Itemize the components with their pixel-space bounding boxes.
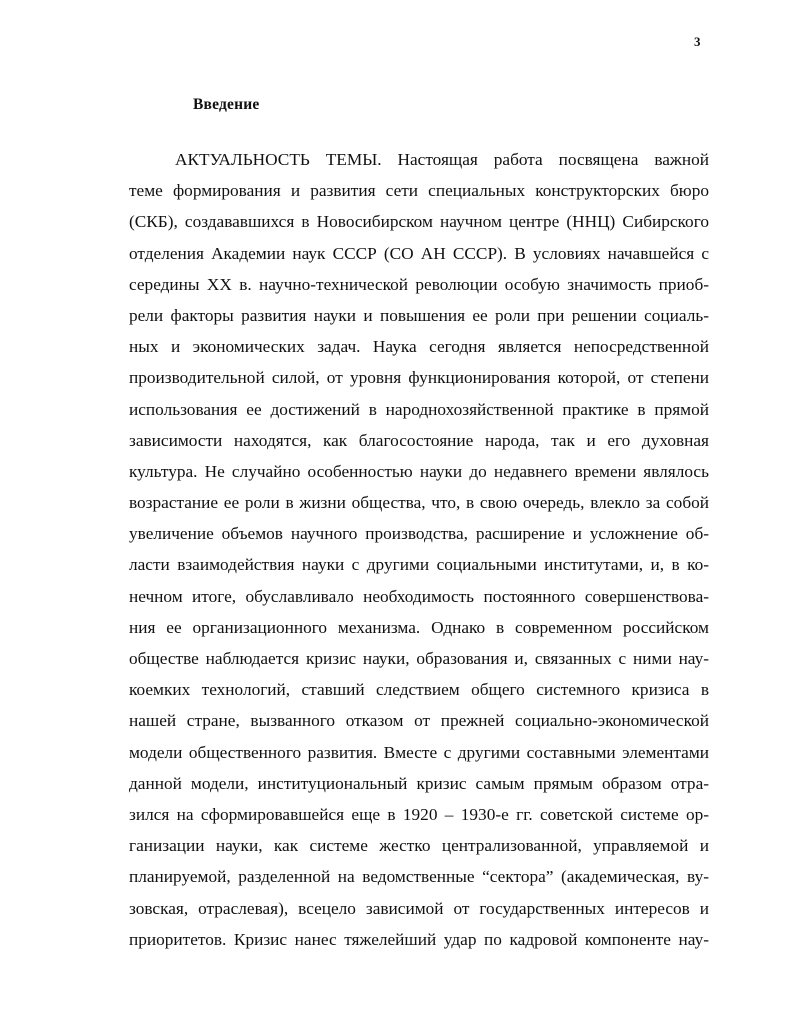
paragraph-line: возрастание ее роли в жизни общества, что, в свою очередь, влекло за собой bbox=[129, 493, 709, 513]
paragraph-line: планируемой, разделенной на ведомственные “сектора” (академическая, ву- bbox=[129, 867, 709, 887]
paragraph-line: середины XX в. научно-технической революции особую значимость приоб- bbox=[129, 274, 709, 294]
paragraph-line: теме формирования и развития сети специальных конструкторских бюро bbox=[129, 181, 709, 201]
page-number: 3 bbox=[694, 34, 701, 49]
paragraph-line: данной модели, институциональный кризис самым прямым образом отра- bbox=[129, 773, 709, 793]
paragraph-line: использования ее достижений в народнохозяйственной практике в прямой bbox=[129, 399, 709, 419]
paragraph-line: ганизации науки, как системе жестко централизованной, управляемой и bbox=[129, 836, 709, 856]
paragraph-line: зависимости находятся, как благосостояние народа, так и его духовная bbox=[129, 430, 709, 450]
paragraph-line: зился на сформировавшейся еще в 1920 – 1930-е гг. советской системе ор- bbox=[129, 804, 709, 824]
paragraph-line: (СКБ), создававшихся в Новосибирском научном центре (ННЦ) Сибирского bbox=[129, 212, 709, 232]
paragraph-line: ния ее организационного механизма. Однако в современном российском bbox=[129, 617, 709, 637]
paragraph-line: АКТУАЛЬНОСТЬ ТЕМЫ. Настоящая работа посвящена важной bbox=[175, 150, 709, 169]
paragraph-line: отделения Академии наук СССР (СО АН СССР). В условиях начавшейся с bbox=[129, 243, 709, 263]
paragraph-line: приоритетов. Кризис нанес тяжелейший удар по кадровой компоненте нау- bbox=[129, 929, 709, 949]
paragraph-line: зовская, отраслевая), всецело зависимой от государственных интересов и bbox=[129, 898, 709, 918]
paragraph-line: нашей стране, вызванного отказом от прежней социально-экономической bbox=[129, 711, 709, 731]
paragraph-line: нечном итоге, обуславливало необходимость постоянного совершенствова- bbox=[129, 586, 709, 606]
paragraph-line: увеличение объемов научного производства, расширение и усложнение об- bbox=[129, 524, 709, 544]
paragraph-line: культура. Не случайно особенностью науки до недавнего времени являлось bbox=[129, 461, 709, 481]
paragraph-line: коемких технологий, ставший следствием общего системного кризиса в bbox=[129, 680, 709, 700]
paragraph-line: ных и экономических задач. Наука сегодня является непосредственной bbox=[129, 337, 709, 357]
paragraph-line: производительной силой, от уровня функционирования которой, от степени bbox=[129, 368, 709, 388]
section-heading: Введение bbox=[193, 96, 260, 113]
paragraph-line: рели факторы развития науки и повышения ее роли при решении социаль- bbox=[129, 305, 709, 325]
paragraph-line: модели общественного развития. Вместе с другими составными элементами bbox=[129, 742, 709, 762]
body-paragraph bbox=[129, 144, 709, 955]
paragraph-line: обществе наблюдается кризис науки, образования и, связанных с ними нау- bbox=[129, 649, 709, 668]
paragraph-line: ласти взаимодействия науки с другими социальными институтами, и, в ко- bbox=[129, 555, 709, 575]
